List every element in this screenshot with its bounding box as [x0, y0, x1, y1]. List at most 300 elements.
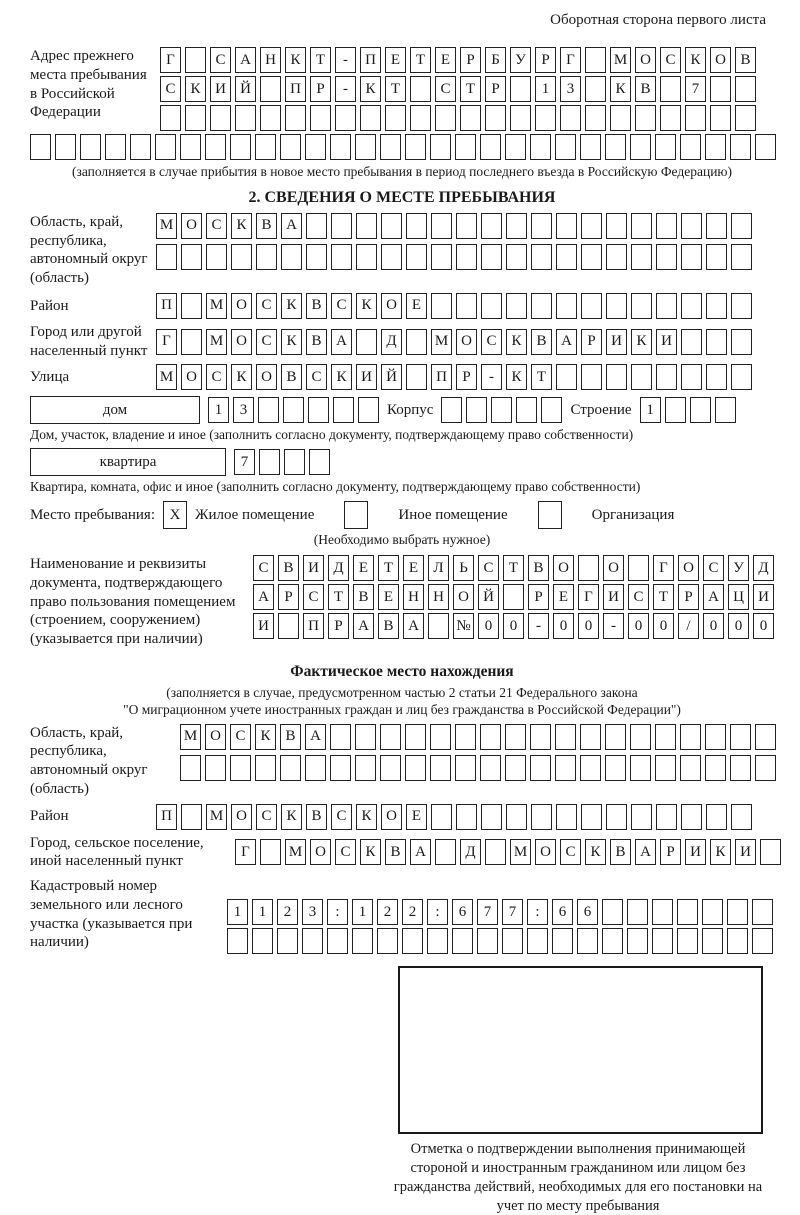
char-box[interactable]: -: [335, 47, 356, 73]
char-box[interactable]: [105, 134, 126, 160]
char-box[interactable]: [430, 724, 451, 750]
char-box[interactable]: [160, 105, 181, 131]
char-box[interactable]: [333, 397, 354, 423]
char-box[interactable]: Т: [531, 364, 552, 390]
char-box[interactable]: К: [281, 329, 302, 355]
char-box[interactable]: [655, 134, 676, 160]
char-box[interactable]: О: [603, 555, 624, 581]
char-box[interactable]: О: [710, 47, 731, 73]
char-box[interactable]: [755, 755, 776, 781]
char-box[interactable]: Т: [503, 555, 524, 581]
char-box[interactable]: [730, 134, 751, 160]
char-box[interactable]: И: [606, 329, 627, 355]
char-box[interactable]: Р: [456, 364, 477, 390]
char-box[interactable]: [309, 449, 330, 475]
char-box[interactable]: [455, 134, 476, 160]
char-box[interactable]: [530, 724, 551, 750]
char-box[interactable]: У: [510, 47, 531, 73]
char-box[interactable]: [580, 724, 601, 750]
char-box[interactable]: [260, 839, 281, 865]
char-box[interactable]: [555, 134, 576, 160]
char-box[interactable]: -: [528, 613, 549, 639]
char-box[interactable]: [281, 244, 302, 270]
char-box[interactable]: [706, 364, 727, 390]
char-box[interactable]: О: [553, 555, 574, 581]
char-box[interactable]: Г: [156, 329, 177, 355]
char-box[interactable]: [660, 105, 681, 131]
char-box[interactable]: Й: [235, 76, 256, 102]
checkbox-residential[interactable]: X: [163, 501, 187, 529]
char-box[interactable]: [665, 397, 686, 423]
char-box[interactable]: Д: [328, 555, 349, 581]
char-box[interactable]: [155, 134, 176, 160]
char-box[interactable]: П: [360, 47, 381, 73]
char-box[interactable]: В: [306, 329, 327, 355]
char-box[interactable]: [406, 329, 427, 355]
char-box[interactable]: 0: [578, 613, 599, 639]
char-box[interactable]: [355, 134, 376, 160]
char-box[interactable]: [406, 244, 427, 270]
char-box[interactable]: [585, 105, 606, 131]
char-box[interactable]: С: [481, 329, 502, 355]
char-box[interactable]: [230, 755, 251, 781]
char-box[interactable]: :: [427, 899, 448, 925]
char-box[interactable]: 7: [234, 449, 255, 475]
char-box[interactable]: [631, 364, 652, 390]
checkbox-other-premises[interactable]: [344, 501, 368, 529]
char-box[interactable]: [731, 293, 752, 319]
char-box[interactable]: [760, 839, 781, 865]
char-box[interactable]: Р: [581, 329, 602, 355]
char-box[interactable]: [552, 928, 573, 954]
char-box[interactable]: К: [255, 724, 276, 750]
char-box[interactable]: К: [631, 329, 652, 355]
char-box[interactable]: [685, 105, 706, 131]
char-box[interactable]: Й: [478, 584, 499, 610]
char-box[interactable]: [405, 755, 426, 781]
char-box[interactable]: [327, 928, 348, 954]
char-box[interactable]: [356, 244, 377, 270]
char-box[interactable]: [681, 213, 702, 239]
char-box[interactable]: О: [181, 213, 202, 239]
char-box[interactable]: [510, 105, 531, 131]
char-box[interactable]: О: [678, 555, 699, 581]
char-box[interactable]: С: [303, 584, 324, 610]
char-box[interactable]: Г: [235, 839, 256, 865]
char-box[interactable]: Д: [381, 329, 402, 355]
char-box[interactable]: [227, 928, 248, 954]
char-box[interactable]: [656, 804, 677, 830]
char-box[interactable]: [205, 755, 226, 781]
char-box[interactable]: [580, 755, 601, 781]
char-box[interactable]: [485, 839, 506, 865]
char-box[interactable]: С: [160, 76, 181, 102]
char-box[interactable]: В: [306, 293, 327, 319]
char-box[interactable]: [631, 244, 652, 270]
char-box[interactable]: [481, 804, 502, 830]
char-box[interactable]: [705, 755, 726, 781]
char-box[interactable]: 7: [477, 899, 498, 925]
char-box[interactable]: О: [456, 329, 477, 355]
char-box[interactable]: Н: [260, 47, 281, 73]
char-box[interactable]: [130, 134, 151, 160]
char-box[interactable]: Е: [553, 584, 574, 610]
char-box[interactable]: 0: [703, 613, 724, 639]
char-box[interactable]: О: [256, 364, 277, 390]
char-box[interactable]: [602, 899, 623, 925]
char-box[interactable]: [210, 105, 231, 131]
char-box[interactable]: В: [531, 329, 552, 355]
char-box[interactable]: [677, 928, 698, 954]
char-box[interactable]: Ь: [453, 555, 474, 581]
char-box[interactable]: С: [331, 804, 352, 830]
char-box[interactable]: П: [156, 804, 177, 830]
char-box[interactable]: -: [335, 76, 356, 102]
char-box[interactable]: [505, 134, 526, 160]
char-box[interactable]: [481, 213, 502, 239]
char-box[interactable]: [555, 755, 576, 781]
char-box[interactable]: [466, 397, 487, 423]
char-box[interactable]: [431, 213, 452, 239]
char-box[interactable]: [585, 47, 606, 73]
char-box[interactable]: 3: [233, 397, 254, 423]
char-box[interactable]: Е: [353, 555, 374, 581]
char-box[interactable]: [606, 364, 627, 390]
char-box[interactable]: И: [210, 76, 231, 102]
char-box[interactable]: К: [710, 839, 731, 865]
char-box[interactable]: [516, 397, 537, 423]
char-box[interactable]: [477, 928, 498, 954]
char-box[interactable]: [541, 397, 562, 423]
char-box[interactable]: [531, 244, 552, 270]
char-box[interactable]: 3: [560, 76, 581, 102]
char-box[interactable]: [505, 755, 526, 781]
char-box[interactable]: [506, 804, 527, 830]
char-box[interactable]: [181, 804, 202, 830]
char-box[interactable]: [706, 213, 727, 239]
char-box[interactable]: [660, 76, 681, 102]
char-box[interactable]: 0: [728, 613, 749, 639]
char-box[interactable]: [752, 899, 773, 925]
char-box[interactable]: К: [506, 329, 527, 355]
char-box[interactable]: Е: [385, 47, 406, 73]
char-box[interactable]: А: [253, 584, 274, 610]
char-box[interactable]: 0: [653, 613, 674, 639]
char-box[interactable]: [427, 928, 448, 954]
char-box[interactable]: [280, 755, 301, 781]
char-box[interactable]: [606, 293, 627, 319]
char-box[interactable]: [635, 105, 656, 131]
char-box[interactable]: [706, 244, 727, 270]
char-box[interactable]: В: [256, 213, 277, 239]
char-box[interactable]: [331, 213, 352, 239]
char-box[interactable]: [385, 105, 406, 131]
char-box[interactable]: [531, 213, 552, 239]
char-box[interactable]: С: [435, 76, 456, 102]
char-box[interactable]: 3: [302, 899, 323, 925]
char-box[interactable]: [681, 329, 702, 355]
char-box[interactable]: :: [527, 899, 548, 925]
char-box[interactable]: [180, 134, 201, 160]
char-box[interactable]: [706, 804, 727, 830]
char-box[interactable]: [677, 899, 698, 925]
char-box[interactable]: [560, 105, 581, 131]
char-box[interactable]: С: [306, 364, 327, 390]
char-box[interactable]: [206, 244, 227, 270]
char-box[interactable]: И: [253, 613, 274, 639]
char-box[interactable]: Н: [403, 584, 424, 610]
char-box[interactable]: 7: [685, 76, 706, 102]
char-box[interactable]: С: [256, 329, 277, 355]
char-box[interactable]: [185, 105, 206, 131]
char-box[interactable]: [727, 899, 748, 925]
char-box[interactable]: М: [206, 293, 227, 319]
char-box[interactable]: [55, 134, 76, 160]
char-box[interactable]: В: [353, 584, 374, 610]
char-box[interactable]: [627, 899, 648, 925]
char-box[interactable]: Е: [406, 804, 427, 830]
char-box[interactable]: [380, 134, 401, 160]
char-box[interactable]: [181, 244, 202, 270]
char-box[interactable]: А: [305, 724, 326, 750]
char-box[interactable]: Е: [435, 47, 456, 73]
char-box[interactable]: [331, 244, 352, 270]
char-box[interactable]: [441, 397, 462, 423]
checkbox-organization[interactable]: [538, 501, 562, 529]
char-box[interactable]: [330, 755, 351, 781]
char-box[interactable]: [731, 213, 752, 239]
char-box[interactable]: [581, 244, 602, 270]
char-box[interactable]: [502, 928, 523, 954]
char-box[interactable]: С: [660, 47, 681, 73]
char-box[interactable]: [581, 804, 602, 830]
char-box[interactable]: М: [206, 329, 227, 355]
char-box[interactable]: 1: [535, 76, 556, 102]
char-box[interactable]: Р: [678, 584, 699, 610]
char-box[interactable]: 1: [208, 397, 229, 423]
char-box[interactable]: О: [453, 584, 474, 610]
char-box[interactable]: К: [231, 364, 252, 390]
char-box[interactable]: [306, 213, 327, 239]
char-box[interactable]: [606, 804, 627, 830]
char-box[interactable]: К: [585, 839, 606, 865]
char-box[interactable]: [480, 755, 501, 781]
char-box[interactable]: С: [478, 555, 499, 581]
char-box[interactable]: [580, 134, 601, 160]
char-box[interactable]: В: [306, 804, 327, 830]
char-box[interactable]: [435, 839, 456, 865]
char-box[interactable]: М: [206, 804, 227, 830]
char-box[interactable]: [577, 928, 598, 954]
char-box[interactable]: [335, 105, 356, 131]
char-box[interactable]: Р: [535, 47, 556, 73]
char-box[interactable]: А: [281, 213, 302, 239]
char-box[interactable]: [481, 293, 502, 319]
char-box[interactable]: В: [378, 613, 399, 639]
char-box[interactable]: [506, 293, 527, 319]
char-box[interactable]: В: [735, 47, 756, 73]
char-box[interactable]: [652, 899, 673, 925]
char-box[interactable]: [230, 134, 251, 160]
char-box[interactable]: М: [156, 364, 177, 390]
char-box[interactable]: [310, 105, 331, 131]
char-box[interactable]: [260, 105, 281, 131]
char-box[interactable]: [430, 134, 451, 160]
char-box[interactable]: И: [753, 584, 774, 610]
char-box[interactable]: :: [327, 899, 348, 925]
char-box[interactable]: [252, 928, 273, 954]
char-box[interactable]: Г: [160, 47, 181, 73]
char-box[interactable]: [355, 724, 376, 750]
char-box[interactable]: О: [310, 839, 331, 865]
char-box[interactable]: [258, 397, 279, 423]
char-box[interactable]: К: [281, 293, 302, 319]
char-box[interactable]: [652, 928, 673, 954]
char-box[interactable]: [435, 105, 456, 131]
char-box[interactable]: О: [381, 804, 402, 830]
char-box[interactable]: [181, 329, 202, 355]
char-box[interactable]: [585, 76, 606, 102]
char-box[interactable]: [530, 134, 551, 160]
char-box[interactable]: [735, 76, 756, 102]
char-box[interactable]: И: [356, 364, 377, 390]
char-box[interactable]: А: [635, 839, 656, 865]
char-box[interactable]: Р: [278, 584, 299, 610]
char-box[interactable]: /: [678, 613, 699, 639]
char-box[interactable]: [630, 134, 651, 160]
char-box[interactable]: 7: [502, 899, 523, 925]
char-box[interactable]: [555, 724, 576, 750]
char-box[interactable]: [578, 555, 599, 581]
char-box[interactable]: [431, 293, 452, 319]
char-box[interactable]: Е: [403, 555, 424, 581]
char-box[interactable]: [356, 213, 377, 239]
char-box[interactable]: [655, 755, 676, 781]
char-box[interactable]: [330, 724, 351, 750]
char-box[interactable]: [455, 724, 476, 750]
char-box[interactable]: [456, 293, 477, 319]
char-box[interactable]: [185, 47, 206, 73]
char-box[interactable]: №: [453, 613, 474, 639]
char-box[interactable]: [631, 293, 652, 319]
char-box[interactable]: 1: [640, 397, 661, 423]
char-box[interactable]: -: [603, 613, 624, 639]
char-box[interactable]: А: [403, 613, 424, 639]
char-box[interactable]: [330, 134, 351, 160]
char-box[interactable]: [690, 397, 711, 423]
char-box[interactable]: [456, 213, 477, 239]
char-box[interactable]: В: [635, 76, 656, 102]
char-box[interactable]: С: [560, 839, 581, 865]
char-box[interactable]: [381, 244, 402, 270]
char-box[interactable]: О: [535, 839, 556, 865]
char-box[interactable]: О: [381, 293, 402, 319]
char-box[interactable]: О: [231, 804, 252, 830]
char-box[interactable]: [480, 134, 501, 160]
char-box[interactable]: [702, 899, 723, 925]
char-box[interactable]: Е: [406, 293, 427, 319]
char-box[interactable]: М: [431, 329, 452, 355]
char-box[interactable]: [531, 804, 552, 830]
char-box[interactable]: В: [280, 724, 301, 750]
char-box[interactable]: Р: [310, 76, 331, 102]
char-box[interactable]: Д: [460, 839, 481, 865]
char-box[interactable]: Р: [485, 76, 506, 102]
char-box[interactable]: 6: [452, 899, 473, 925]
char-box[interactable]: П: [431, 364, 452, 390]
char-box[interactable]: [605, 755, 626, 781]
char-box[interactable]: [406, 364, 427, 390]
char-box[interactable]: Т: [460, 76, 481, 102]
char-box[interactable]: [730, 755, 751, 781]
char-box[interactable]: [710, 105, 731, 131]
char-box[interactable]: [705, 724, 726, 750]
char-box[interactable]: [531, 293, 552, 319]
char-box[interactable]: [656, 213, 677, 239]
char-box[interactable]: [452, 928, 473, 954]
char-box[interactable]: 0: [478, 613, 499, 639]
char-box[interactable]: [277, 928, 298, 954]
char-box[interactable]: К: [281, 804, 302, 830]
char-box[interactable]: С: [335, 839, 356, 865]
char-box[interactable]: П: [285, 76, 306, 102]
char-box[interactable]: [305, 134, 326, 160]
char-box[interactable]: [491, 397, 512, 423]
char-box[interactable]: [680, 724, 701, 750]
char-box[interactable]: [680, 755, 701, 781]
char-box[interactable]: В: [385, 839, 406, 865]
char-box[interactable]: К: [360, 76, 381, 102]
char-box[interactable]: [628, 555, 649, 581]
char-box[interactable]: Т: [410, 47, 431, 73]
char-box[interactable]: К: [356, 804, 377, 830]
char-box[interactable]: [503, 584, 524, 610]
char-box[interactable]: [431, 804, 452, 830]
char-box[interactable]: [456, 244, 477, 270]
char-box[interactable]: [530, 755, 551, 781]
char-box[interactable]: [180, 755, 201, 781]
char-box[interactable]: [630, 724, 651, 750]
char-box[interactable]: Г: [578, 584, 599, 610]
char-box[interactable]: А: [703, 584, 724, 610]
char-box[interactable]: Г: [560, 47, 581, 73]
char-box[interactable]: 0: [503, 613, 524, 639]
char-box[interactable]: [260, 76, 281, 102]
char-box[interactable]: [410, 105, 431, 131]
char-box[interactable]: [655, 724, 676, 750]
char-box[interactable]: О: [181, 364, 202, 390]
char-box[interactable]: С: [331, 293, 352, 319]
char-box[interactable]: [581, 293, 602, 319]
char-box[interactable]: -: [481, 364, 502, 390]
char-box[interactable]: [581, 364, 602, 390]
char-box[interactable]: Б: [485, 47, 506, 73]
char-box[interactable]: [255, 134, 276, 160]
char-box[interactable]: [360, 105, 381, 131]
char-box[interactable]: И: [603, 584, 624, 610]
char-box[interactable]: Р: [660, 839, 681, 865]
char-box[interactable]: [506, 213, 527, 239]
char-box[interactable]: [283, 397, 304, 423]
char-box[interactable]: М: [285, 839, 306, 865]
char-box[interactable]: В: [528, 555, 549, 581]
char-box[interactable]: [706, 293, 727, 319]
char-box[interactable]: [308, 397, 329, 423]
char-box[interactable]: [680, 134, 701, 160]
char-box[interactable]: К: [356, 293, 377, 319]
char-box[interactable]: [284, 449, 305, 475]
char-box[interactable]: Т: [310, 47, 331, 73]
